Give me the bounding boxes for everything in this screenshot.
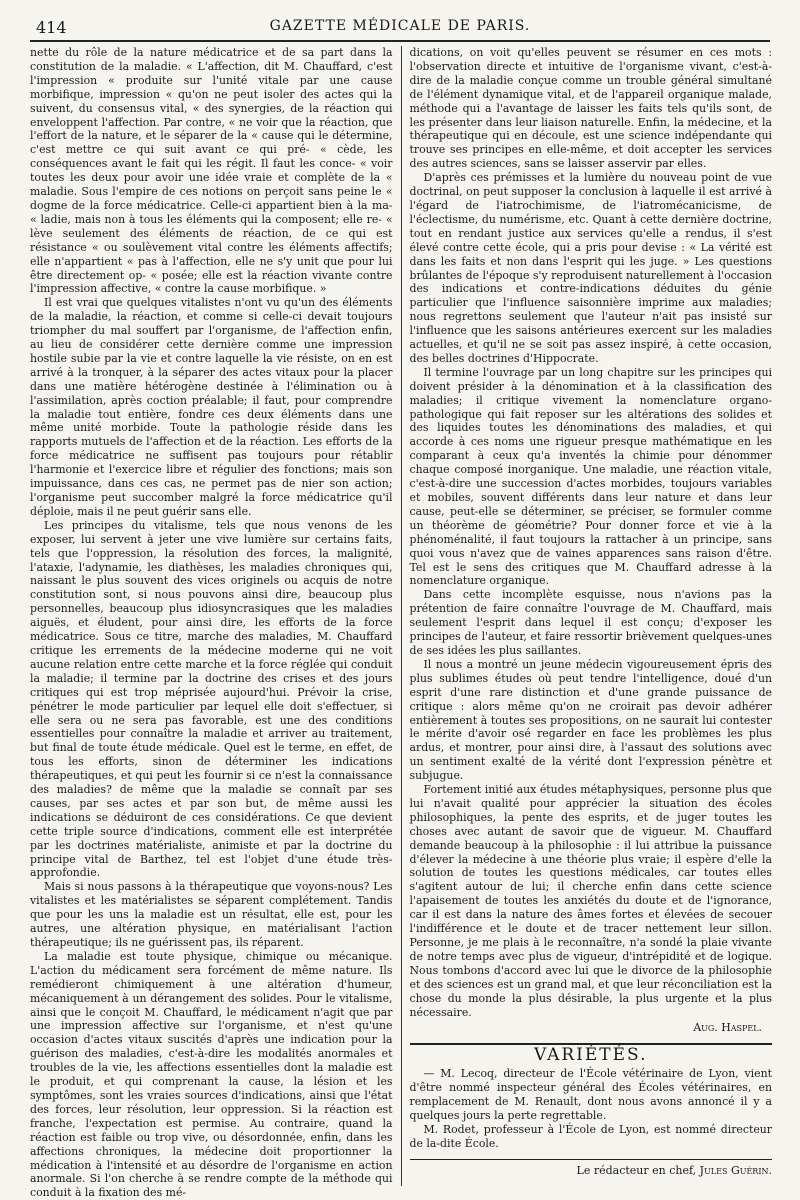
right-column (401, 46, 773, 1186)
paragraph: Dans cette incomplète esquisse, nous n'avions pas la prétention de faire connaître l'ouvrage de M. Chauffard, mais seulement l'esprit dans lequel il est conçu; d'exposer les principes de l'auteur, et faire ressortir brièvement quelques-unes de ses idées les plus saillantes. (409, 588, 772, 657)
news-item: M. Rodet, professeur à l'École de Lyon, est nommé directeur de la-dite École. (409, 1122, 772, 1150)
paragraph: Il est vrai que quelques vitalistes n'ont vu qu'un des éléments de la maladie, la réaction, et comme si celle-ci devait toujours triompher du mal souffert par l'organisme, de l'affection enfin, au lieu de considérer cette dernière comme une impression hostile subie par la vie et contre laquelle la vie résiste, on en est arrivé à la tronquer, à la séparer des actes vitaux pour la placer dans une matière hétérogène destinée à l'élimination ou à l'assimilation, après coction préalable; il faut, pour comprendre la maladie tout entière, fondre ces deux éléments dans une même unité morbide. Toute la pathologie réside dans les rapports mutuels de l'affection et de la réaction. Les efforts de la force médicatrice ne suffisent pas toujours pour rétablir l'harmonie et l'exercice libre et régulier des fonctions; mais son impuissance, dans ces cas, ne permet pas de nier son action; l'organisme peut succomber malgré la force médicatrice qu'il déploie, mais il ne peut guérir sans elle. (30, 296, 393, 518)
page-header (30, 14, 770, 42)
editor-label: Le rédacteur en chef, (576, 1163, 697, 1177)
section-title: VARIÉTÉS. (533, 1045, 648, 1066)
editor-credit (410, 1159, 773, 1178)
paragraph: La maladie est toute physique, chimique ou mécanique. L'action du médicament sera forcément de même nature. Ils remédieront chimiquement à une altération d'humeur, mécaniquement à un dérangement des solides. Pour le vitalisme, ainsi que le conçoit M. Chauffard, le médicament n'agit que par une impression affective sur l'organisme, et n'est qu'une occasion d'actes vitaux suscités d'après une indication pour la guérison des maladies, c'est-à-dire les modalités anormales et troubles de la vie, les affections essentielles dont la maladie est le produit, et qui comprenant la cause, la lésion et les symptômes, sont les vraies sources d'indications, ainsi que l'état des forces, leur résolution, leur oppression. Si la réaction est franche, l'expectation est permise. Au contraire, quand la réaction est faible ou trop vive, ou désordonnée, enfin, dans les affections chroniques, la médecine doit proportionner la médication à l'intensité et au désordre de l'organisme en action anormale. Si l'on cherche à se rendre compte de la méthode qui conduit à la fixation des mé- (30, 949, 393, 1200)
page-number: 414 (36, 18, 67, 37)
paragraph: D'après ces prémisses et la lumière du nouveau point de vue doctrinal, on peut supposer la conclusion à laquelle il est arrivé à l'égard de l'iatrochimisme, de l'iatromécanicisme, de l'éclectisme, du numérisme, etc. Quant à cette dernière doctrine, tout en rendant justice aux services qu'elle a rendus, il s'est élevé contre cette école, qui a pris pour devise : « La vérité est dans les faits et non dans l'esprit qui les juge. » Les questions brûlantes de l'époque s'y reproduisent naturellement à l'occasion des indications et contre-indications déduites du génie particulier que l'influence saisonnière imprime aux maladies; nous regrettons seulement que l'auteur n'ait pas insisté sur l'influence que les saisons antérieures exercent sur les maladies actuelles, et qu'il ne se soit pas assez inspiré, à cette occasion, des belles doctrines d'Hippocrate. (409, 171, 772, 365)
journal-title: GAZETTE MÉDICALE DE PARIS. (269, 18, 531, 34)
article-columns (30, 46, 772, 1200)
paragraph: dications, on voit qu'elles peuvent se résumer en ces mots : l'observation directe et intuitive de l'organisme vivant, c'est-à-dire de la maladie conçue comme un trouble général simultané de l'élément dynamique vital, et de l'appareil organique malade, méthode qui a l'avantage de laisser les faits tels qu'ils sont, de les présenter dans leur liaison naturelle. Enfin, la médecine, et la thérapeutique qui en découle, est une science indépendante qui trouve ses principes en elle-même, et doit accepter les services des autres sciences, sans se laisser asservir par elles. (409, 46, 772, 171)
news-item: — M. Lecoq, directeur de l'École vétérinaire de Lyon, vient d'être nommé inspecteur général des Écoles vétérinaires, en remplacement de M. Renault, dont nous avons annoncé il y a quelques jours la perte regrettable. (409, 1067, 772, 1122)
paragraph: Il nous a montré un jeune médecin vigoureusement épris des plus sublimes études où peut tendre l'intelligence, doué d'un esprit d'une rare distinction et d'une grande puissance de critique : alors même qu'on ne croirait pas devoir adhérer entièrement à toutes ses propositions, on ne saurait lui contester le mérite d'avoir osé regarder en face les problèmes les plus ardus, et montrer, pour ainsi dire, à l'assaut des solutions avec un sentiment exalté de la vérité dont l'expression pénètre et subjugue. (409, 657, 772, 783)
author-signature: Aug. Haspel. (693, 1021, 762, 1035)
paragraph: Fortement initié aux études métaphysiques, personne plus que lui n'avait qualité pour apprécier la situation des écoles philosophiques, la pente des esprits, et de juger toutes les choses avec autant de savoir que de vigueur. M. Chauffard demande beaucoup à la philosophie : il lui attribue la puissance d'élever la médecine à une théorie plus vraie; il espère d'elle la solution de toutes les questions médicales, car toutes elles s'agitent autour de lui; il cherche enfin dans cette science l'apaisement de toutes les anxiétés du doute et de l'ignorance, car il est dans la nature des âmes fortes et élevées de secouer l'indifférence et le doute et de tracer nettement leur sillon. Personne, je me plais à le reconnaître, n'a sondé la plaie vivante de notre temps avec plus de vigueur, d'intrépidité et de logique. Nous tombons d'accord avec lui que le divorce de la philosophie et des sciences est un grand mal, et que leur réconciliation est la chose du monde la plus désirable, la plus urgente et la plus nécessaire. (409, 783, 772, 1019)
paragraph: Il termine l'ouvrage par un long chapitre sur les principes qui doivent présider à la dénomination et à la classification des maladies; il critique vivement la nomenclature organo-pathologique qui fait reposer sur les altérations des solides et des liquides toutes les dénominations des maladies, et qui accorde à ces noms une rigueur presque mathématique en les comparant à ceux qu'a inventés la chimie pour dénommer chaque composé inorganique. Une maladie, une réaction vitale, c'est-à-dire une succession d'actes morbides, toujours variables et mobiles, souvent différents dans leur nature et dans leur cause, peut-elle se déterminer, se préciser, se formuler comme un théorème de géométrie? Pour donner force et vie à la phénoménalité, il faut toujours la rattacher à un principe, sans quoi vous n'avez que de vaines apparences sans raison d'être. Tel est le sens des critiques que M. Chauffard adresse à la nomenclature organique. (409, 365, 772, 588)
paragraph: Mais si nous passons à la thérapeutique que voyons-nous? Les vitalistes et les matérialistes se séparent complétement. Tandis que pour les uns la maladie est un résultat, elle est, pour les autres, une altération physique, en matérialisant l'action thérapeutique; ils ne guérissent pas, ils réparent. (30, 880, 393, 949)
editor-name: Jules Guérin. (699, 1163, 772, 1177)
paragraph: Les principes du vitalisme, tels que nous venons de les exposer, lui servent à jeter une vive lumière sur certains faits, tels que l'oppression, la résolution des forces, la malignité, l'ataxie, l'adynamie, les diathèses, les maladies chroniques qui, naissant le plus souvent des vices originels ou acquis de notre constitution sont, si nous pouvons ainsi dire, beaucoup plus personnelles, beaucoup plus idiosyncrasiques que les maladies aiguës, et éludent, pour ainsi dire, les efforts de la force médicatrice. Sous ce titre, marche des maladies, M. Chauffard critique les errements de la médecine moderne qui ne voit aucune relation entre cette marche et la force réglée qui conduit la maladie; il termine par la doctrine des crises et des jours critiques qui est trop méprisée aujourd'hui. Prévoir la crise, pénétrer le mode particulier par lequel elle doit s'effectuer, si elle sera ou ne sera pas favorable, est une des conditions essentielles pour connaître la maladie et arriver au traitement, but final de toute étude médicale. Quel est le terme, en effet, de tous les efforts, sinon de déterminer les indications thérapeutiques, et qui peut les fournir si ce n'est la connaissance des maladies? de même que la maladie se connaît par ses causes, par ses actes et par son but, de même aussi les indications se déduiront de ces considérations. Ce que devient cette triple source d'indications, comment elle est interprétée par les doctrines matérialiste, animiste et par la doctrine du principe vital de Barthez, tel est l'objet d'une étude très-approfondie. (30, 518, 393, 880)
paragraph: nette du rôle de la nature médicatrice et de sa part dans la constitution de la maladie. « L'affection, dit M. Chauffard, c'est l'impression « produite sur l'unité vitale par une cause morbifique, impression « qu'on ne peut isoler des actes qui la suivent, du consensus vital, « des synergies, de la réaction qui enveloppent l'affection. Par contre, « ne voir que la réaction, que l'effort de la nature, et le séparer de la « cause qui le détermine, c'est mettre ce qui suit avant ce qui pré- « cède, les conséquences avant le fait qui les régit. Il faut les conce- « voir toutes les deux pour avoir une idée vraie et complète de la « maladie. Sous l'empire de ces notions on perçoit sans peine le « dogme de la force médicatrice. Celle-ci appartient bien à la ma- « ladie, mais non à tous les éléments qui la composent; elle re- « lève seulement des éléments de réaction, de ce qui est résistance « ou soulèvement vital contre les éléments affectifs; elle n'appartient « pas à l'affection, elle ne s'y unit que pour lui être directement op- « posée; elle est la réaction vivante contre l'impression affective, « contre la cause morbifique. » (30, 46, 393, 296)
left-column (30, 46, 401, 1200)
